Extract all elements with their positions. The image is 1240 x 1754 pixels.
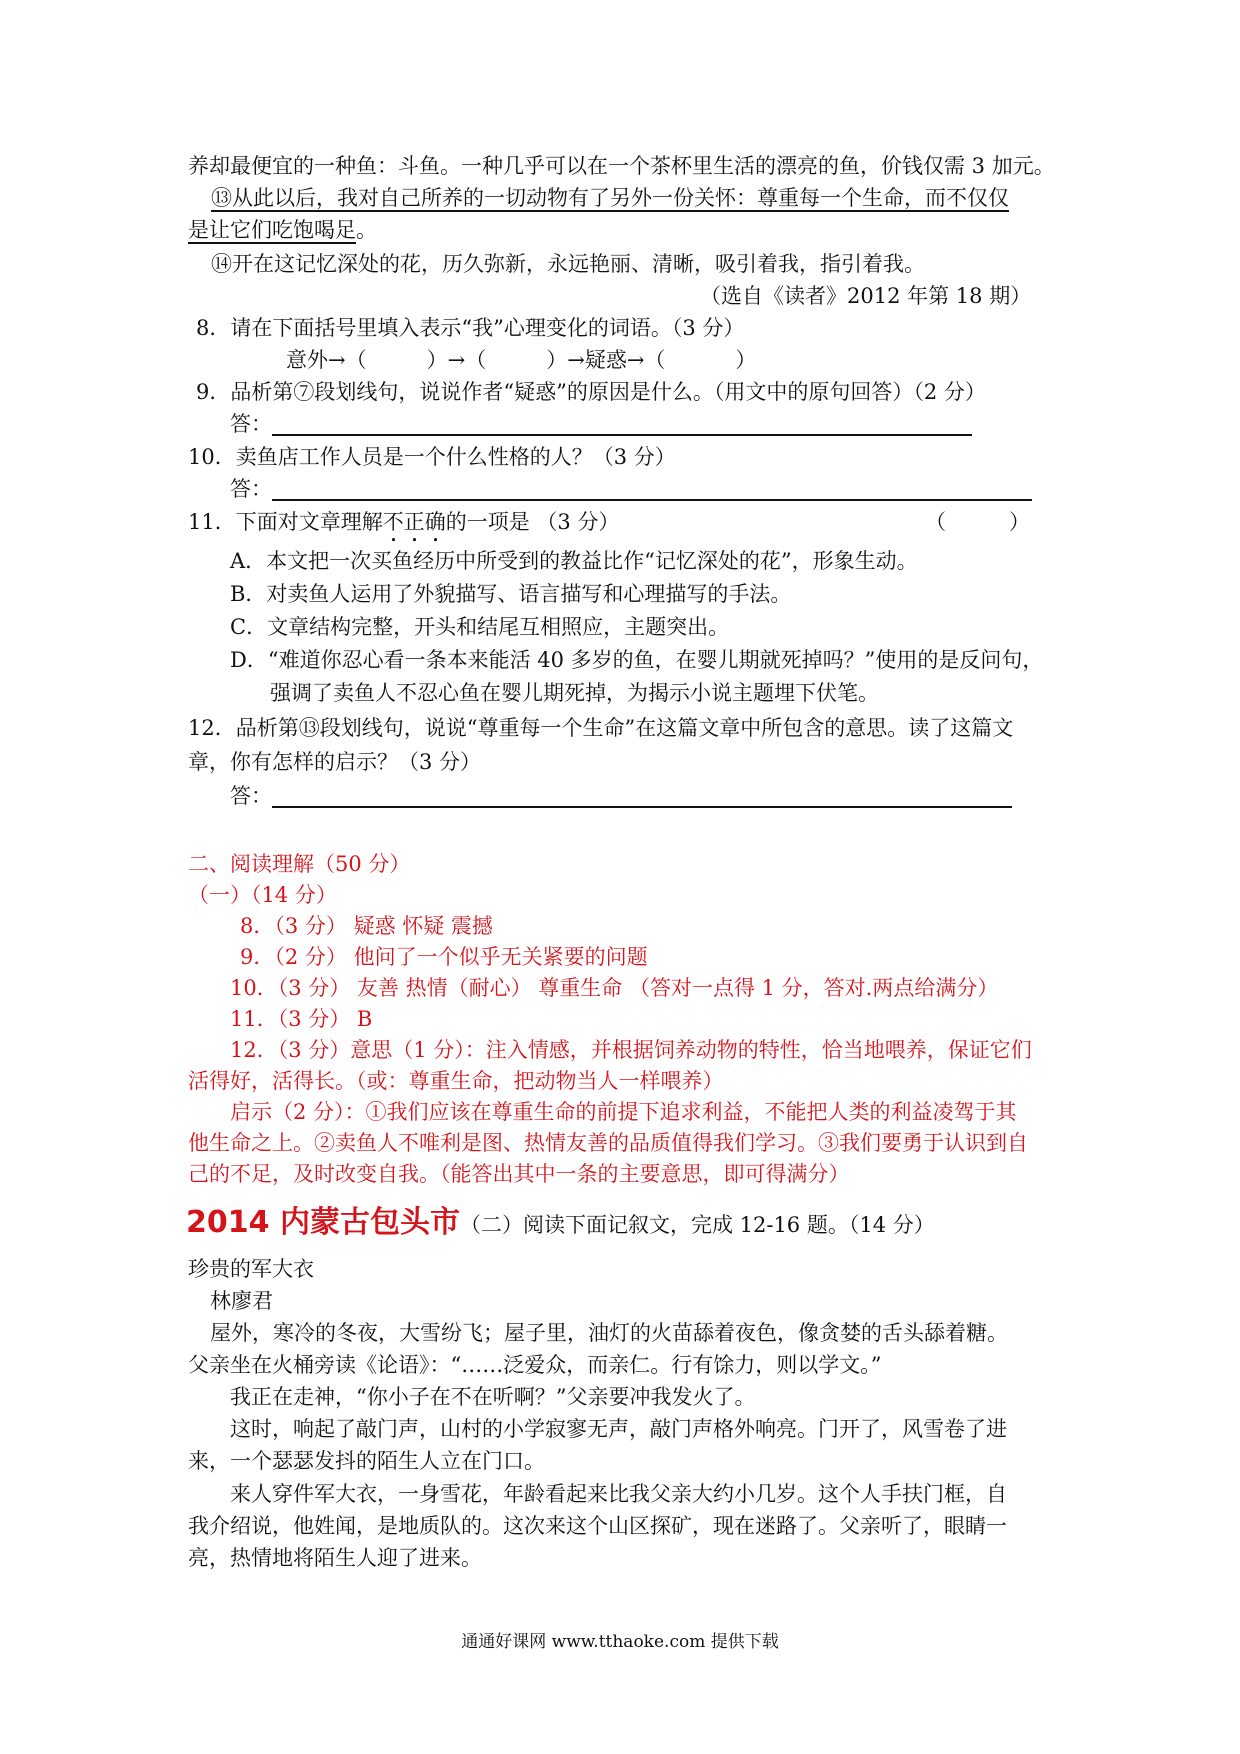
article-paragraph: 这时，响起了敲门声，山村的小学寂寥无声，敲门声格外响亮。门开了，风雪卷了进 (230, 1417, 1007, 1441)
answer-line[interactable] (272, 806, 1012, 808)
answer-label: 答： (230, 477, 272, 501)
question-9: 9．品析第⑦段划线句，说说作者“疑惑”的原因是什么。（用文中的原句回答）（2 分） (196, 380, 986, 404)
answer-label: 答： (230, 412, 272, 436)
underlined-sentence-end: 是让它们吃饱喝足 (188, 218, 356, 242)
article-paragraph-cont: 父亲坐在火桶旁读《论语》：“……泛爱众，而亲仁。行有馀力，则以学文。” (188, 1353, 882, 1377)
answer-label: 答： (230, 784, 272, 808)
answer-12: 12．（3 分）意思（1 分）：注入情感，并根据饲养动物的特性，恰当地喂养，保证它们 (230, 1038, 1032, 1062)
answers-part-heading: （一）（14 分） (188, 883, 337, 907)
article-paragraph-cont: 来，一个瑟瑟发抖的陌生人立在门口。 (188, 1449, 545, 1473)
answer-10: 10．（3 分） 友善 热情（耐心） 尊重生命 （答对一点得 1 分，答对.两点给满分） (230, 976, 999, 1000)
answer-line[interactable] (272, 434, 972, 436)
article-paragraph-cont: 亮，热情地将陌生人迎了进来。 (188, 1546, 482, 1570)
option-d: D．“难道你忍心看一条本来能活 40 多岁的鱼，在婴儿期就死掉吗？”使用的是反问句， (230, 648, 1044, 672)
paragraph-14: ⑭开在这记忆深处的花，历久弥新，永远艳丽、清晰，吸引着我，指引着我。 (211, 252, 925, 276)
q11-text: 11．下面对文章理解 (188, 510, 383, 534)
source-citation: （选自《读者》2012 年第 18 期） (700, 284, 1032, 308)
fill-part: ） (735, 348, 757, 372)
question-12-cont: 章，你有怎样的启示？（3 分） (188, 750, 482, 774)
question-8: 8．请在下面括号里填入表示“我”心理变化的词语。（3 分） (196, 316, 745, 340)
article-paragraph-cont: 我介绍说，他姓闻，是地质队的。这次来这个山区探矿，现在迷路了。父亲听了，眼睛一 (188, 1514, 1007, 1538)
fill-part: 意外→（ (286, 348, 367, 372)
article-paragraph: 我正在走神，“你小子在不在听啊？”父亲要冲我发火了。 (230, 1385, 756, 1409)
next-section-header (186, 1205, 935, 1243)
article-paragraph: 屋外，寒冷的冬夜，大雪纷飞；屋子里，油灯的火苗舔着夜色，像贪婪的舌头舔着糖。 (210, 1321, 1008, 1345)
answer-9: 9．（2 分） 他问了一个似乎无关紧要的问题 (240, 945, 648, 969)
answer-12-insight-cont: 他生命之上。②卖鱼人不唯利是图、热情友善的品质值得我们学习。③我们要勇于认识到自 (188, 1131, 1028, 1155)
article-author: 林廖君 (210, 1289, 273, 1313)
answer-line[interactable] (272, 499, 1032, 501)
question-11 (188, 508, 619, 547)
region-heading: 2014 内蒙古包头市 (186, 1205, 460, 1240)
answer-8: 8．（3 分） 疑惑 怀疑 震撼 (240, 914, 493, 938)
page-footer: 通通好课网 www.tthaoke.com 提供下载 (461, 1632, 779, 1652)
option-b: B．对卖鱼人运用了外貌描写、语言描写和心理描写的手法。 (230, 582, 792, 606)
fill-part: ）→（ (426, 348, 487, 372)
paragraph-13 (211, 184, 1009, 212)
article-paragraph: 来人穿件军大衣，一身雪花，年龄看起来比我父亲大约小几岁。这个人手扶门框，自 (230, 1482, 1007, 1506)
option-a: A．本文把一次买鱼经历中所受到的教益比作“记忆深处的花”，形象生动。 (230, 549, 918, 573)
option-d-cont: 强调了卖鱼人不忍心鱼在婴儿期死掉，为揭示小说主题埋下伏笔。 (270, 681, 879, 705)
question-10: 10．卖鱼店工作人员是一个什么性格的人？（3 分） (188, 445, 676, 469)
question-8-fill (286, 346, 756, 374)
question-11-paren: （ ） (925, 510, 1030, 534)
underlined-sentence: ⑬从此以后，我对自己所养的一切动物有了另外一份关怀：尊重每一个生命，而不仅仅 (211, 186, 1009, 210)
article-title: 珍贵的军大衣 (188, 1257, 314, 1281)
section-instruction: （二）阅读下面记叙文，完成 12-16 题。（14 分） (459, 1213, 935, 1237)
story-line: 养却最便宜的一种鱼：斗鱼。一种几乎可以在一个茶杯里生活的漂亮的鱼，价钱仅需 3 加元。 (188, 154, 1055, 178)
question-12: 12．品析第⑬段划线句，说说“尊重每一个生命”在这篇文章中所包含的意思。读了这篇文 (188, 716, 1014, 740)
q11-emphasis: 不正确 (382, 510, 446, 534)
answer-12-insight-end: 己的不足，及时改变自我。（能答出其中一条的主要意思，即可得满分） (188, 1162, 850, 1186)
answer-12-insight: 启示（2 分）：①我们应该在尊重生命的前提下追求利益，不能把人类的利益凌驾于其 (230, 1100, 1017, 1124)
period: 。 (356, 218, 377, 242)
option-c: C．文章结构完整，开头和结尾互相照应，主题突出。 (230, 615, 730, 639)
answer-12-cont: 活得好，活得长。（或：尊重生命，把动物当人一样喂养） (188, 1069, 724, 1093)
q11-text: 的一项是 （3 分） (445, 510, 620, 534)
answer-11: 11．（3 分） B (230, 1007, 373, 1031)
paragraph-13-cont (188, 216, 377, 244)
answers-section-heading: 二、阅读理解（50 分） (188, 852, 411, 876)
fill-part: ）→疑惑→（ (546, 348, 666, 372)
